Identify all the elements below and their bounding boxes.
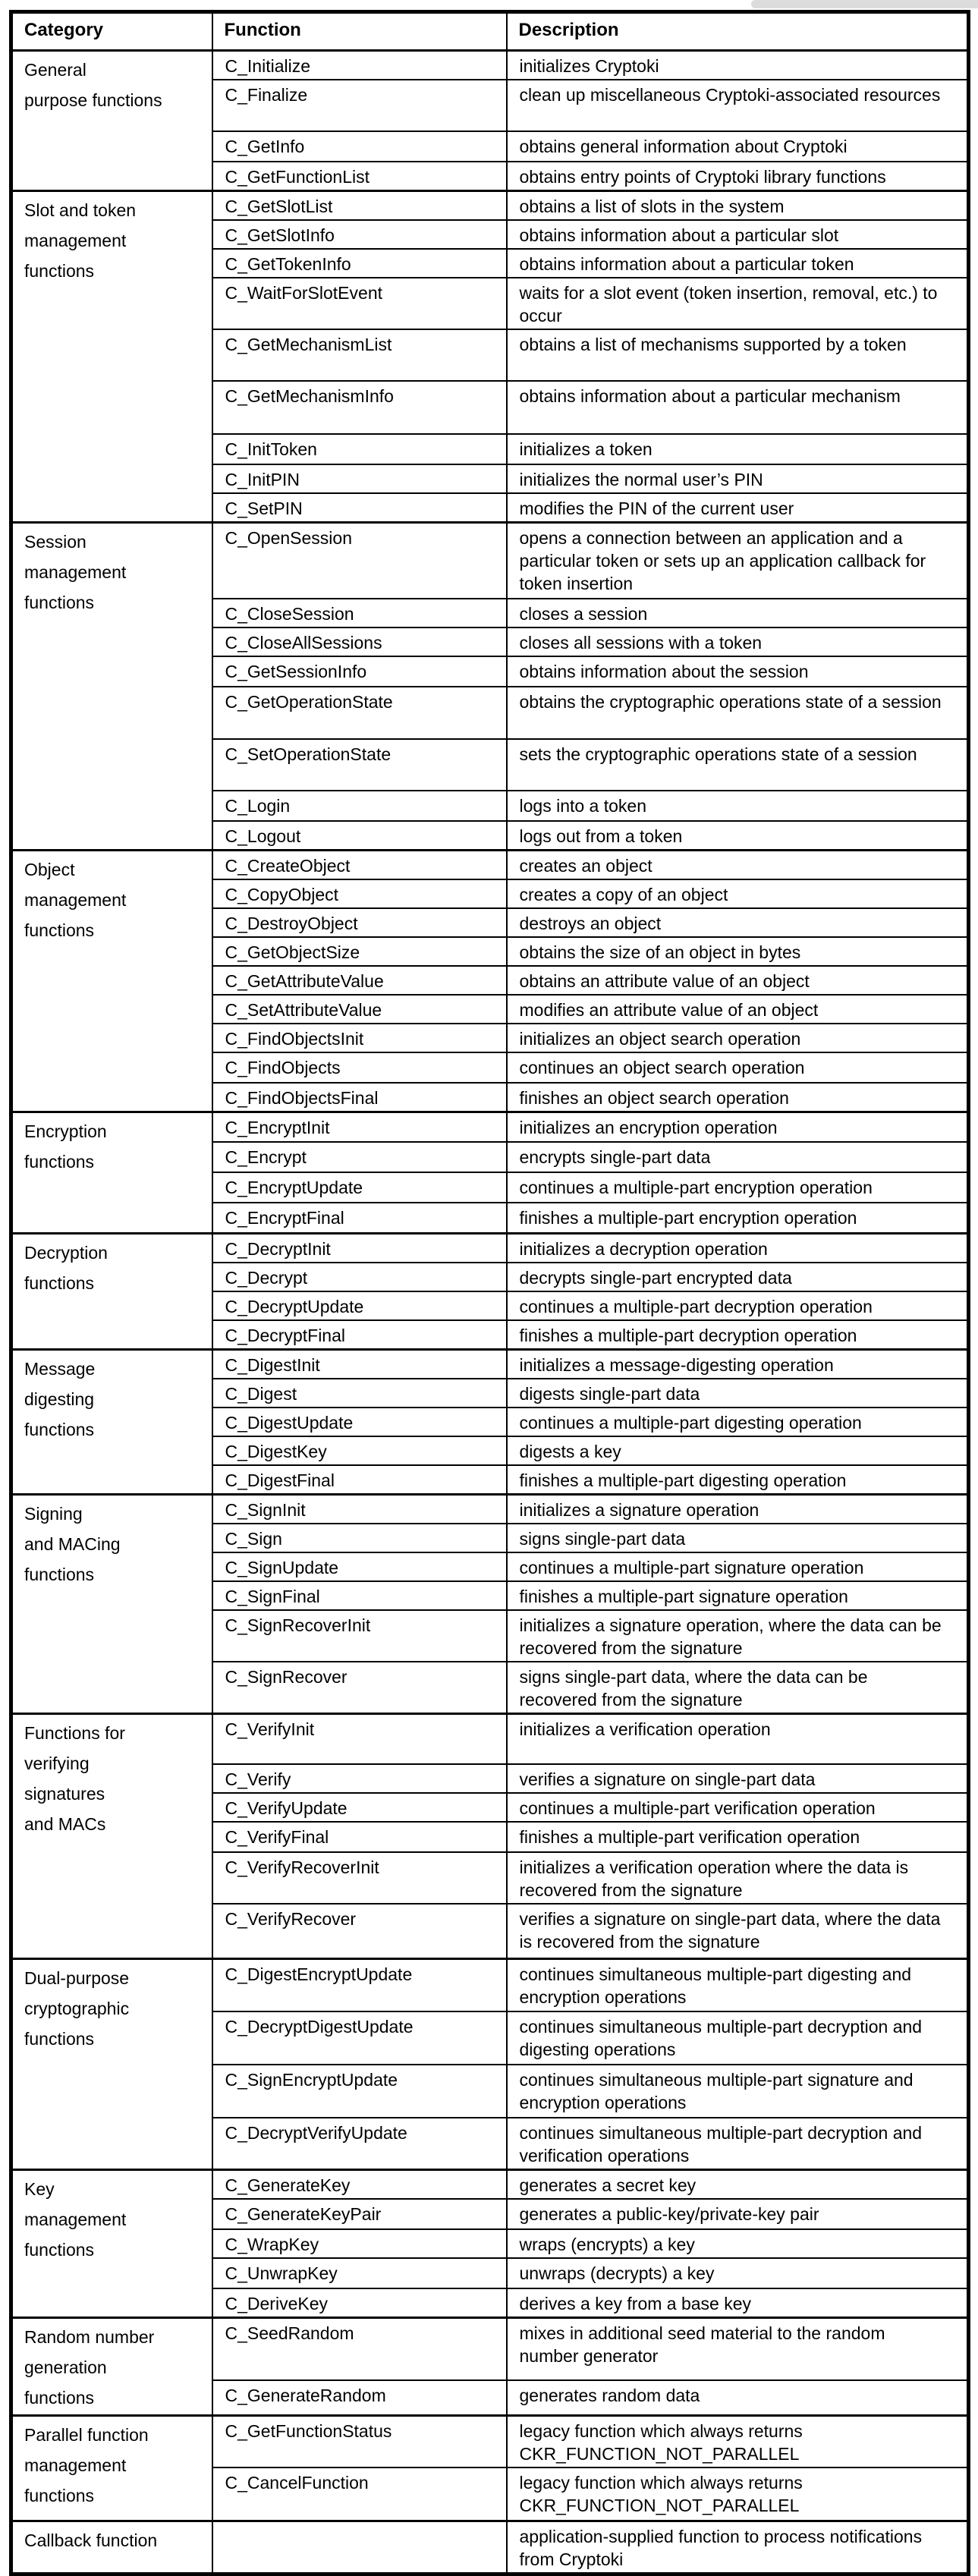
description-cell: sets the cryptographic operations state of a session <box>507 739 969 791</box>
description-cell: continues simultaneous multiple-part decryption and verification operations <box>507 2118 969 2170</box>
category-line: functions <box>24 920 95 940</box>
category-cell <box>11 2416 212 2521</box>
table-row <box>11 523 969 599</box>
category-line: Callback function <box>24 2530 158 2550</box>
function-cell: C_GetOperationState <box>212 687 507 739</box>
description-cell: creates a copy of an object <box>507 879 969 908</box>
table-row <box>11 850 969 879</box>
category-line: functions <box>24 1272 95 1293</box>
description-cell: finishes an object search operation <box>507 1083 969 1112</box>
description-cell: digests a key <box>507 1436 969 1465</box>
category-line: management <box>24 2210 127 2229</box>
category-line: signatures <box>24 1783 105 1804</box>
function-cell: C_OpenSession <box>212 523 507 599</box>
description-cell: initializes an encryption operation <box>507 1112 969 1142</box>
table-row <box>11 2521 969 2574</box>
category-line: Message <box>24 1358 96 1379</box>
description-cell: obtains entry points of Cryptoki library functions <box>507 162 969 191</box>
table-row <box>11 1713 969 1764</box>
category-cell <box>11 1233 212 1349</box>
description-cell: obtains general information about Cryptoki <box>507 131 969 162</box>
category-cell <box>11 1112 212 1233</box>
description-cell: obtains the cryptographic operations state of a session <box>507 687 969 739</box>
description-cell: generates a public-key/private-key pair <box>507 2199 969 2229</box>
description-cell: digests single-part data <box>507 1379 969 1408</box>
function-cell: C_Encrypt <box>212 1142 507 1172</box>
function-cell: C_GetTokenInfo <box>212 249 507 278</box>
function-cell: C_CloseAllSessions <box>212 627 507 656</box>
function-cell: C_SeedRandom <box>212 2318 507 2381</box>
description-cell: legacy function which always returns CKR_FUNCTION_NOT_PARALLEL <box>507 2416 969 2468</box>
table-row <box>11 191 969 221</box>
description-cell: initializes a signature operation, where the data can be recovered from the signature <box>507 1610 969 1662</box>
category-cell <box>11 523 212 851</box>
column-header-description: Description <box>507 12 969 51</box>
function-cell: C_DecryptInit <box>212 1233 507 1263</box>
category-line: Random number <box>24 2327 155 2347</box>
category-line: Signing <box>24 1503 83 1524</box>
header-row <box>11 12 969 51</box>
description-cell: clean up miscellaneous Cryptoki-associated resources <box>507 80 969 131</box>
description-cell: obtains information about a particular mechanism <box>507 381 969 434</box>
category-line: management <box>24 231 127 250</box>
function-cell: C_DigestEncryptUpdate <box>212 1958 507 2011</box>
function-cell: C_DigestKey <box>212 1436 507 1465</box>
description-cell: obtains information about a particular token <box>507 249 969 278</box>
description-cell: closes a session <box>507 599 969 627</box>
table-row <box>11 2170 969 2200</box>
function-cell: C_EncryptUpdate <box>212 1172 507 1203</box>
category-cell <box>11 2318 212 2416</box>
category-line: functions <box>24 1151 95 1172</box>
function-cell: C_DestroyObject <box>212 908 507 937</box>
function-cell: C_VerifyRecoverInit <box>212 1852 507 1904</box>
function-cell: C_Finalize <box>212 80 507 131</box>
description-cell: verifies a signature on single-part data, where the data is recovered from the signature <box>507 1904 969 1958</box>
function-cell: C_Sign <box>212 1524 507 1552</box>
function-cell: C_GetSessionInfo <box>212 656 507 687</box>
function-cell: C_SignInit <box>212 1494 507 1524</box>
category-line: General <box>24 60 86 80</box>
function-cell: C_FindObjectsFinal <box>212 1083 507 1112</box>
function-cell: C_VerifyInit <box>212 1713 507 1764</box>
description-cell: encrypts single-part data <box>507 1142 969 1172</box>
category-line: functions <box>24 2388 95 2408</box>
category-line: Key <box>24 2179 55 2199</box>
function-cell: C_FindObjectsInit <box>212 1024 507 1052</box>
function-cell: C_GetMechanismInfo <box>212 381 507 434</box>
category-line: functions <box>24 261 95 281</box>
function-cell: C_GetInfo <box>212 131 507 162</box>
description-cell: finishes a multiple-part signature operation <box>507 1581 969 1610</box>
table-row <box>11 1494 969 1524</box>
table-row <box>11 1349 969 1379</box>
category-cell <box>11 191 212 523</box>
category-cell <box>11 2170 212 2318</box>
function-cell: C_CopyObject <box>212 879 507 908</box>
description-cell: obtains an attribute value of an object <box>507 966 969 995</box>
function-cell: C_GetSlotInfo <box>212 220 507 249</box>
category-line: and MACing <box>24 1533 121 1554</box>
function-cell: C_CreateObject <box>212 850 507 879</box>
description-cell: continues a multiple-part decryption operation <box>507 1291 969 1320</box>
description-cell: obtains the size of an object in bytes <box>507 937 969 966</box>
description-cell: initializes Cryptoki <box>507 51 969 80</box>
category-line: Dual-purpose <box>24 1967 130 1988</box>
category-line: Slot and token <box>24 200 137 220</box>
description-cell: verifies a signature on single-part data <box>507 1764 969 1793</box>
function-cell: C_UnwrapKey <box>212 2258 507 2288</box>
description-cell: initializes a signature operation <box>507 1494 969 1524</box>
description-cell: modifies the PIN of the current user <box>507 493 969 523</box>
description-cell: initializes a token <box>507 434 969 464</box>
table-row <box>11 2318 969 2381</box>
function-cell: C_GetMechanismList <box>212 329 507 381</box>
function-cell: C_DecryptFinal <box>212 1320 507 1350</box>
category-line: digesting <box>24 1389 95 1409</box>
description-cell: continues a multiple-part signature operation <box>507 1552 969 1581</box>
category-line: functions <box>24 1564 95 1584</box>
column-header-category: Category <box>11 12 212 51</box>
description-cell: mixes in additional seed material to the random number generator <box>507 2318 969 2381</box>
category-cell <box>11 1494 212 1713</box>
description-cell: signs single-part data <box>507 1524 969 1552</box>
function-cell: C_CancelFunction <box>212 2467 507 2521</box>
function-cell: C_VerifyRecover <box>212 1904 507 1958</box>
description-cell: finishes a multiple-part digesting operation <box>507 1465 969 1495</box>
function-cell: C_Login <box>212 791 507 821</box>
description-cell: obtains information about the session <box>507 656 969 687</box>
category-cell <box>11 1349 212 1494</box>
function-cell: C_SignEncryptUpdate <box>212 2065 507 2118</box>
cryptoki-functions-table <box>9 10 970 2576</box>
description-cell: continues simultaneous multiple-part digesting and encryption operations <box>507 1958 969 2011</box>
table-row <box>11 51 969 80</box>
description-cell: continues a multiple-part encryption operation <box>507 1172 969 1203</box>
description-cell: continues simultaneous multiple-part signature and encryption operations <box>507 2065 969 2118</box>
function-cell: C_InitPIN <box>212 464 507 493</box>
description-cell: initializes the normal user’s PIN <box>507 464 969 493</box>
description-cell: obtains a list of mechanisms supported by a token <box>507 329 969 381</box>
description-cell: initializes a decryption operation <box>507 1233 969 1263</box>
description-cell: continues a multiple-part verification operation <box>507 1793 969 1822</box>
function-cell: C_GetObjectSize <box>212 937 507 966</box>
table-row <box>11 1112 969 1142</box>
function-cell: C_DeriveKey <box>212 2288 507 2318</box>
description-cell: application-supplied function to process notifications from Cryptoki <box>507 2521 969 2574</box>
function-cell: C_DigestFinal <box>212 1465 507 1495</box>
table-header <box>11 12 969 51</box>
function-cell: C_SetPIN <box>212 493 507 523</box>
description-cell: destroys an object <box>507 908 969 937</box>
category-line: management <box>24 889 127 910</box>
function-cell: C_DecryptUpdate <box>212 1291 507 1320</box>
description-cell: continues simultaneous multiple-part decryption and digesting operations <box>507 2011 969 2065</box>
function-cell: C_Digest <box>212 1379 507 1408</box>
function-cell: C_DigestUpdate <box>212 1408 507 1436</box>
description-cell: decrypts single-part encrypted data <box>507 1263 969 1291</box>
function-cell: C_InitToken <box>212 434 507 464</box>
description-cell: finishes a multiple-part encryption operation <box>507 1203 969 1233</box>
function-cell: C_GenerateKey <box>212 2170 507 2200</box>
function-cell: C_DecryptVerifyUpdate <box>212 2118 507 2170</box>
category-line: Encryption <box>24 1121 107 1141</box>
description-cell: obtains a list of slots in the system <box>507 191 969 221</box>
category-line: Decryption <box>24 1242 108 1263</box>
category-cell <box>11 1958 212 2170</box>
description-cell: signs single-part data, where the data can be recovered from the signature <box>507 1662 969 1714</box>
function-cell: C_Verify <box>212 1764 507 1793</box>
column-header-function: Function <box>212 12 507 51</box>
category-cell <box>11 1713 212 1958</box>
category-cell <box>11 850 212 1112</box>
function-cell: C_VerifyUpdate <box>212 1793 507 1822</box>
description-cell: obtains information about a particular slot <box>507 220 969 249</box>
function-cell: C_SignRecover <box>212 1662 507 1714</box>
description-cell: wraps (encrypts) a key <box>507 2229 969 2258</box>
horizontal-scrollbar-thumb[interactable] <box>751 0 978 8</box>
description-cell: finishes a multiple-part decryption operation <box>507 1320 969 1350</box>
category-line: management <box>24 2455 127 2475</box>
description-cell: opens a connection between an application and a particular token or sets up an application callback for token insertion <box>507 523 969 599</box>
function-cell: C_SignRecoverInit <box>212 1610 507 1662</box>
function-cell: C_VerifyFinal <box>212 1822 507 1852</box>
function-cell: C_Initialize <box>212 51 507 80</box>
function-cell <box>212 2521 507 2574</box>
category-line: functions <box>24 1419 95 1439</box>
function-cell: C_Decrypt <box>212 1263 507 1291</box>
table-row <box>11 1958 969 2011</box>
function-cell: C_WrapKey <box>212 2229 507 2258</box>
function-cell: C_GetFunctionStatus <box>212 2416 507 2468</box>
function-cell: C_GenerateKeyPair <box>212 2199 507 2229</box>
description-cell: initializes a message-digesting operation <box>507 1349 969 1379</box>
function-cell: C_WaitForSlotEvent <box>212 278 507 329</box>
description-cell: generates a secret key <box>507 2170 969 2200</box>
category-line: generation <box>24 2357 107 2377</box>
category-line: functions <box>24 2028 95 2049</box>
table-container <box>9 10 970 2576</box>
category-line: Object <box>24 859 75 879</box>
table-row <box>11 2416 969 2468</box>
description-cell: legacy function which always returns CKR_FUNCTION_NOT_PARALLEL <box>507 2467 969 2521</box>
description-cell: generates random data <box>507 2380 969 2415</box>
function-cell: C_GenerateRandom <box>212 2380 507 2415</box>
description-cell: continues a multiple-part digesting operation <box>507 1408 969 1436</box>
description-cell: logs out from a token <box>507 821 969 851</box>
function-cell: C_Logout <box>212 821 507 851</box>
category-line: Functions for <box>24 1722 125 1743</box>
category-line: functions <box>24 2240 95 2260</box>
function-cell: C_DecryptDigestUpdate <box>212 2011 507 2065</box>
category-line: Session <box>24 532 86 552</box>
function-cell: C_EncryptFinal <box>212 1203 507 1233</box>
description-cell: unwraps (decrypts) a key <box>507 2258 969 2288</box>
category-cell <box>11 51 212 191</box>
function-cell: C_CloseSession <box>212 599 507 627</box>
category-line: functions <box>24 2486 95 2505</box>
description-cell: initializes an object search operation <box>507 1024 969 1052</box>
description-cell: creates an object <box>507 850 969 879</box>
category-line: management <box>24 562 127 582</box>
category-line: functions <box>24 593 95 612</box>
category-line: and MACs <box>24 1813 106 1834</box>
category-line: purpose functions <box>24 90 162 110</box>
category-line: cryptographic <box>24 1998 130 2018</box>
category-line: Parallel function <box>24 2425 149 2445</box>
description-cell: closes all sessions with a token <box>507 627 969 656</box>
category-cell <box>11 2521 212 2574</box>
function-cell: C_DigestInit <box>212 1349 507 1379</box>
function-cell: C_SignUpdate <box>212 1552 507 1581</box>
function-cell: C_FindObjects <box>212 1052 507 1083</box>
function-cell: C_SetOperationState <box>212 739 507 791</box>
function-cell: C_SetAttributeValue <box>212 995 507 1024</box>
description-cell: finishes a multiple-part verification operation <box>507 1822 969 1852</box>
description-cell: waits for a slot event (token insertion, removal, etc.) to occur <box>507 278 969 329</box>
function-cell: C_EncryptInit <box>212 1112 507 1142</box>
description-cell: logs into a token <box>507 791 969 821</box>
description-cell: initializes a verification operation <box>507 1713 969 1764</box>
description-cell: initializes a verification operation where the data is recovered from the signature <box>507 1852 969 1904</box>
description-cell: modifies an attribute value of an object <box>507 995 969 1024</box>
table-row <box>11 1233 969 1263</box>
category-line: verifying <box>24 1753 90 1773</box>
function-cell: C_SignFinal <box>212 1581 507 1610</box>
function-cell: C_GetFunctionList <box>212 162 507 191</box>
function-cell: C_GetSlotList <box>212 191 507 221</box>
description-cell: continues an object search operation <box>507 1052 969 1083</box>
table-body <box>11 51 969 2574</box>
function-cell: C_GetAttributeValue <box>212 966 507 995</box>
description-cell: derives a key from a base key <box>507 2288 969 2318</box>
